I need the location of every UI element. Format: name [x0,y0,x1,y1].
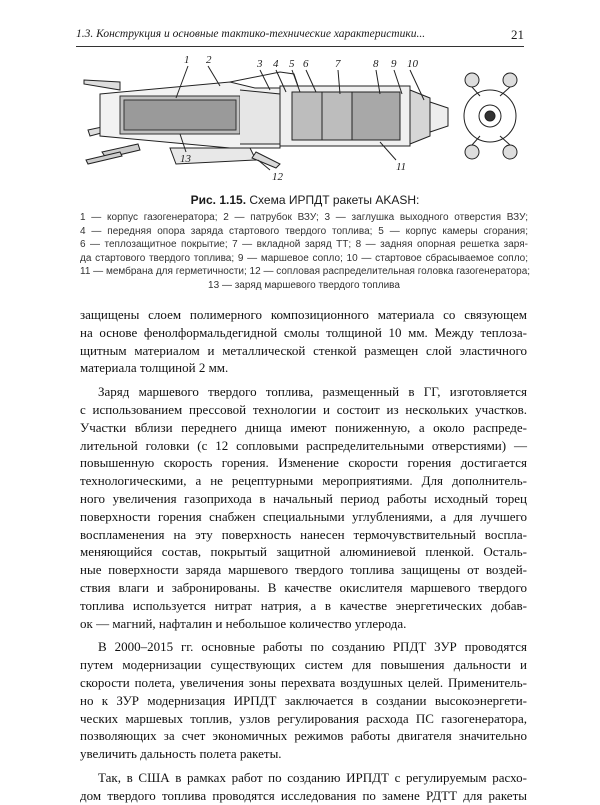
text-line: материала толщиной 2 мм. [80,360,229,376]
legend-line: да стартового твердого топлива; 9 — маршевое сопло; 10 — стартовое сбрасываемое сопло; [80,252,528,264]
callout-2: 2 [206,54,212,66]
figure-legend [80,211,531,292]
text-line: на основе фенолформальдегидной смолы толщиной 10 мм. Между теплоза- [80,324,527,340]
text-line: Заряд маршевого твердого топлива, размещенный в ГГ, изготовляется [98,384,527,400]
text-line: но к ЗУР модернизация ИРПДТ заключается в создании высокоэнергети- [80,692,527,708]
text-line: ок — магний, нафталин и небольшое количество углерода. [80,615,407,631]
text-line: поверхности горения снабжен специальными углублениями, а для лучшего [80,508,527,524]
callout-12: 12 [272,171,283,183]
body-text [80,306,527,805]
text-line: ные поверхности заряда маршевого твердого топлива защищены от воздей- [80,562,527,578]
text-line: повышенную скорость горения. Изменение скорости горения достигается [80,455,527,471]
paragraph [80,383,527,632]
text-line: дом твердого топлива проводятся исследования по замене РДТТ для ракеты [80,787,527,803]
text-line: топлива используется нитрат натрия, а в качестве энергетических добав- [80,597,527,613]
legend-line: 4 — передняя опора заряда стартового твердого топлива; 5 — корпус камеры сгорания; [80,225,528,237]
legend-line: 6 — теплозащитное покрытие; 7 — вкладной заряд ТТ; 8 — задняя опорная решетка заря- [80,239,528,250]
text-line: позволяющих за счет экономичных режимов работы двигателя значительно [80,728,527,744]
running-title: 1.3. Конструкция и основные тактико-технические характеристики... [76,28,426,40]
page-number: 21 [511,27,524,42]
figure-number: Рис. 1.15. [190,193,247,207]
callout-4: 4 [273,58,279,70]
callout-9: 9 [391,58,397,70]
legend-line: 1 — корпус газогенератора; 2 — патрубок ВЗУ; 3 — заглушка выходного отверстия ВЗУ; [80,212,528,223]
text-line: ческих маршевых топлив, узлов регулирования расхода ПС газогенератора, [80,710,527,726]
text-line: Так, в США в рамках работ по созданию ИРПДТ с регулируемым расхо- [98,769,527,785]
callout-7: 7 [335,58,341,70]
callout-5: 5 [289,58,295,70]
text-line: Участки вблизи переднего днища имеют пониженную, а около распреде- [80,419,527,435]
callout-11: 11 [396,161,407,173]
callout-13: 13 [180,153,191,165]
figure-ramjet-diagram [80,52,530,188]
text-line: ствия влаги и забронированы. В качестве окислителя маршевого твердого [80,579,527,595]
text-line: путем модернизации существующих систем для повышения дальности и [80,657,527,673]
text-line: воспламенения на эту поверхность нанесен термочувствительный воспла- [80,526,527,542]
text-line: щитным материалом и металлической стенкой размещен слой эластичного [80,342,527,358]
figure-title: Схема ИРПДТ ракеты AKASH: [249,193,420,207]
text-line: защищены слоем полимерного композиционного материала со связующем [80,307,527,322]
text-line: скорости полета, увеличения зоны перехвата воздушных целей. Применитель- [80,674,527,690]
paragraph [80,769,527,805]
text-line: лительной головки (с 12 сопловыми распределительными отверстиями) — [80,437,527,453]
text-line: ного увеличения газоприхода в начальный период работы исходный торец [80,490,527,506]
rocket-schematic-drawing [80,52,530,188]
text-line: меняющийся состав, покрытый защитной алюминиевой пленкой. Осталь- [80,544,527,560]
text-line: с использованием прессовой технологии и состоит из нескольких участков. [80,401,527,417]
callout-10: 10 [407,58,418,70]
text-line: увеличить дальность полета ракеты. [80,746,282,762]
callout-6: 6 [303,58,309,70]
callout-3: 3 [257,58,263,70]
paragraph [80,638,527,763]
text-line: технологическими, а не рецептурными мероприятиями. Для дополнитель- [80,473,527,489]
callout-8: 8 [373,58,379,70]
running-header [76,26,524,47]
legend-line: 13 — заряд маршевого твердого топлива [208,279,400,291]
paragraph [80,306,527,377]
figure-caption [80,193,530,207]
callout-1: 1 [184,54,190,66]
legend-line: 11 — мембрана для герметичности; 12 — сопловая распределительная головка газогенератора; [80,266,531,277]
text-line: В 2000–2015 гг. основные работы по созданию РПДТ ЗУР проводятся [98,639,527,655]
